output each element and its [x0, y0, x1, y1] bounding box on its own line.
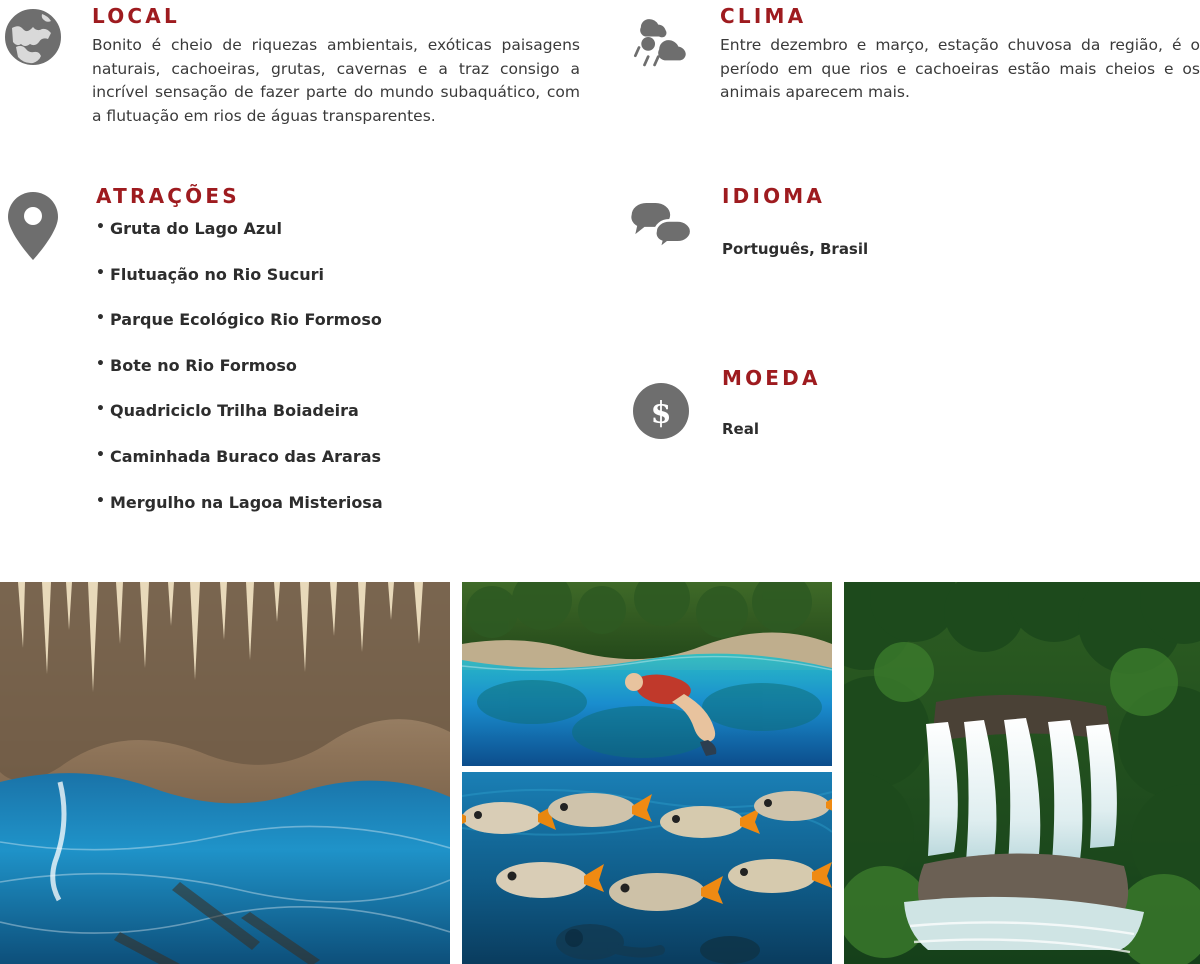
section-local: [0, 6, 580, 128]
waterfall-photo: [844, 582, 1200, 964]
snorkeling-river-photo: [462, 582, 832, 766]
idioma-value: Português, Brasil: [722, 240, 869, 258]
cave-blue-lagoon-photo: [0, 582, 450, 964]
clima-text: Entre dezembro e março, estação chuvosa da região, é o período em que rios e cachoeiras estão mais cheios e os animais aparecem mais.: [720, 36, 1200, 102]
rain-cloud-icon: [628, 6, 694, 72]
speech-bubbles-icon: [628, 186, 694, 260]
list-item: • Quadriciclo Trilha Boiadeira: [96, 402, 560, 420]
local-title: LOCAL: [92, 4, 180, 28]
section-clima: [628, 6, 1200, 105]
idioma-title: IDIOMA: [722, 184, 826, 208]
atracoes-title: ATRAÇÕES: [96, 184, 240, 208]
clima-title: CLIMA: [720, 4, 807, 28]
globe-icon: [0, 6, 66, 72]
dollar-circle-icon: [628, 368, 694, 446]
local-body: [66, 6, 580, 128]
list-item: • Caminhada Buraco das Araras: [96, 448, 560, 466]
section-idioma: [628, 186, 1128, 261]
clima-body: [694, 6, 1200, 105]
local-text: Bonito é cheio de riquezas ambientais, exóticas paisagens naturais, cachoeiras, grutas, cavernas e a traz consigo a incrível sensação de fazer parte do mundo subaquático, com a flutuação em rios de águas transparentes.: [92, 36, 580, 125]
list-item: • Gruta do Lago Azul: [96, 220, 560, 238]
moeda-title: MOEDA: [722, 366, 821, 390]
school-of-fish-photo: [462, 772, 832, 964]
list-item: • Mergulho na Lagoa Misteriosa: [96, 494, 560, 512]
moeda-body: [694, 368, 1128, 441]
list-item: • Flutuação no Rio Sucuri: [96, 266, 560, 284]
section-moeda: [628, 368, 1128, 446]
photo-gallery: [0, 582, 1200, 964]
moeda-value: Real: [722, 420, 759, 438]
svg-text:$: $: [650, 396, 672, 431]
atracoes-body: [66, 186, 560, 539]
map-pin-icon: [0, 186, 66, 256]
idioma-body: [694, 186, 1128, 261]
list-item: • Parque Ecológico Rio Formoso: [96, 311, 560, 329]
atracoes-list: [96, 220, 560, 511]
list-item: • Bote no Rio Formoso: [96, 357, 560, 375]
section-atracoes: [0, 186, 560, 539]
